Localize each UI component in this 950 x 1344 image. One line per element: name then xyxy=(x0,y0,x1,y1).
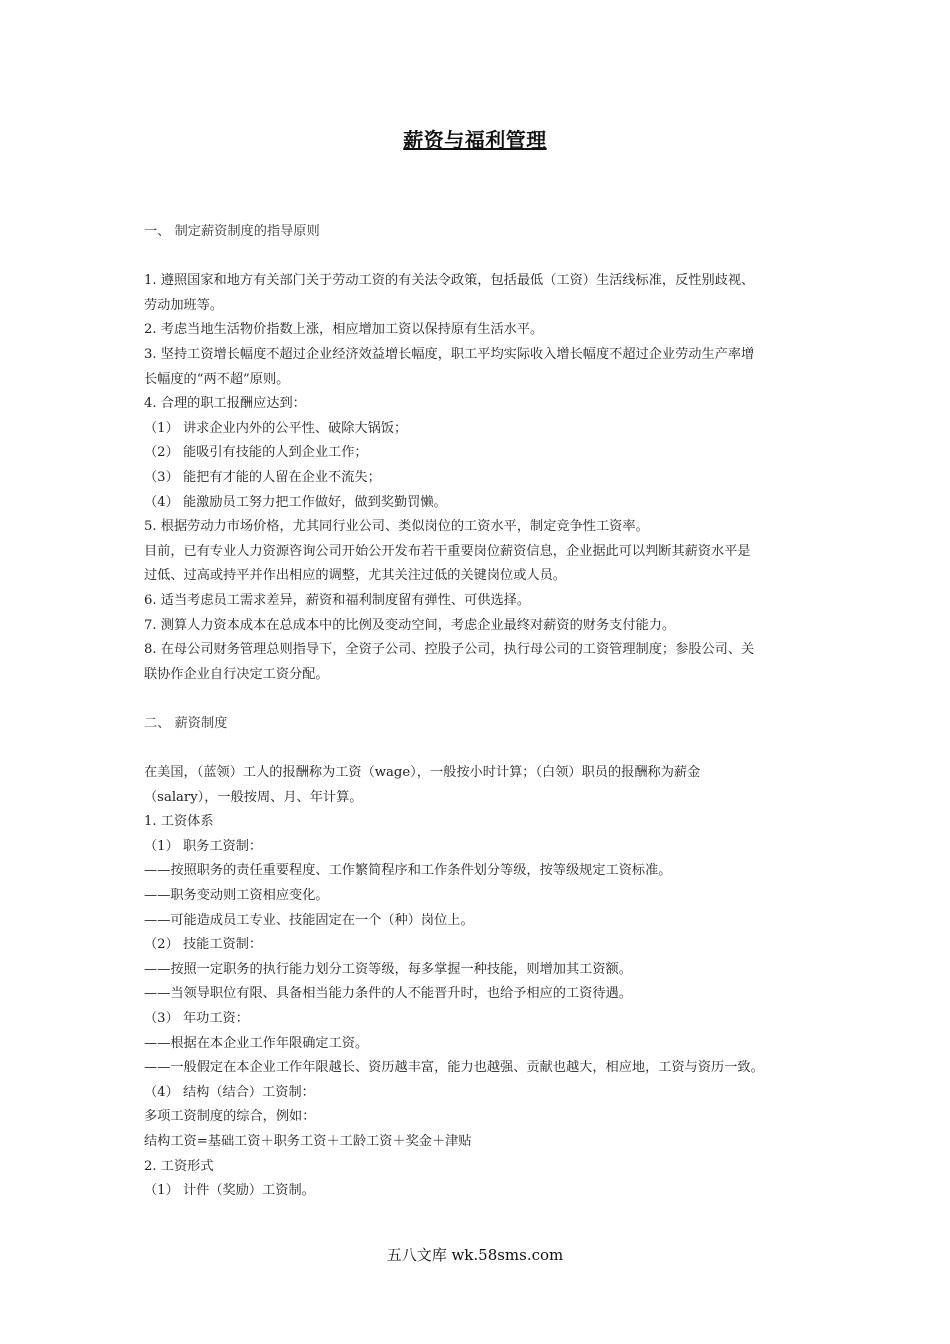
job-wage-heading: （1） 职务工资制： xyxy=(144,838,263,854)
principle-4-item-3: （3） 能把有才能的人留在企业不流失； xyxy=(144,469,381,485)
spacer xyxy=(144,687,824,712)
footer-watermark: 五八文库 wk.58sms.com xyxy=(386,1246,564,1264)
job-wage-point-2: ——职务变动则工资相应变化。 xyxy=(144,888,329,904)
principle-1-line-2: 劳动加班等。 xyxy=(144,297,224,313)
section-heading-principles: 一、 制定薪资制度的指导原则 xyxy=(144,224,320,239)
wage-system-heading: 1. 工资体系 xyxy=(144,814,214,830)
page-title: 薪资与福利管理 xyxy=(403,128,547,152)
structural-wage-heading: （4） 结构（结合）工资制： xyxy=(144,1084,315,1100)
principle-4: 4. 合理的职工报酬应达到： xyxy=(144,396,306,412)
principle-2: 2. 考虑当地生活物价指数上涨，相应增加工资以保持原有生活水平。 xyxy=(144,322,544,338)
salary-intro-line-1: 在美国，（蓝领）工人的报酬称为工资（wage），一般按小时计算；（白领）职员的报酬称为薪金 xyxy=(144,765,701,781)
principle-3-line-2: 长幅度的“两不超”原则。 xyxy=(144,371,290,387)
job-wage-point-1: ——按照职务的责任重要程度、工作繁简程序和工作条件划分等级，按等级规定工资标准。 xyxy=(144,863,672,879)
salary-intro-line-2: （salary），一般按周、月、年计算。 xyxy=(144,789,363,805)
principle-5-note-line-2: 过低、过高或持平并作出相应的调整，尤其关注过低的关键岗位或人员。 xyxy=(144,568,566,584)
principle-4-item-4: （4） 能激励员工努力把工作做好，做到奖勤罚懒。 xyxy=(144,494,447,510)
seniority-wage-heading: （3） 年功工资： xyxy=(144,1011,249,1026)
principle-8-line-2: 联协作企业自行决定工资分配。 xyxy=(144,666,329,682)
wage-form-heading: 2. 工资形式 xyxy=(144,1158,214,1174)
piece-rate-wage: （1） 计件（奖励）工资制。 xyxy=(144,1183,315,1199)
principle-8-line-1: 8. 在母公司财务管理总则指导下，全资子公司、控股子公司，执行母公司的工资管理制度；参股公司、关 xyxy=(144,642,755,658)
section-heading-salary-system: 二、 薪资制度 xyxy=(144,715,228,731)
skill-wage-point-2: ——当领导职位有限、具备相当能力条件的人不能晋升时，也给予相应的工资待遇。 xyxy=(144,986,632,1002)
structural-wage-formula: 结构工资=基础工资＋职务工资＋工龄工资＋奖金＋津贴 xyxy=(144,1133,472,1149)
spacer xyxy=(144,736,824,761)
skill-wage-point-1: ——按照一定职务的执行能力划分工资等级，每多掌握一种技能，则增加其工资额。 xyxy=(144,961,632,977)
principle-4-item-2: （2） 能吸引有技能的人到企业工作； xyxy=(144,445,368,461)
principle-1-line-1: 1. 遵照国家和地方有关部门关于劳动工资的有关法令政策，包括最低（工资）生活线标准，反性别歧视、 xyxy=(144,273,755,289)
principle-3-line-1: 3. 坚持工资增长幅度不超过企业经济效益增长幅度，职工平均实际收入增长幅度不超过企业劳动生产率增 xyxy=(144,346,755,362)
spacer xyxy=(144,245,824,270)
principle-5-note-line-1: 目前，已有专业人力资源咨询公司开始公开发布若干重要岗位薪资信息，企业据此可以判断其薪资水平是 xyxy=(144,543,751,559)
principle-7: 7. 测算人力资本成本在总成本中的比例及变动空间，考虑企业最终对薪资的财务支付能力。 xyxy=(144,617,676,633)
job-wage-point-3: ——可能造成员工专业、技能固定在一个（种）岗位上。 xyxy=(144,912,474,928)
structural-wage-point-1: 多项工资制度的综合，例如： xyxy=(144,1109,316,1125)
principle-5: 5. 根据劳动力市场价格，尤其同行业公司、类似岗位的工资水平，制定竞争性工资率。 xyxy=(144,519,649,535)
document-body xyxy=(144,220,824,1204)
seniority-wage-point-1: ——根据在本企业工作年限确定工资。 xyxy=(144,1035,369,1051)
principle-6: 6. 适当考虑员工需求差异，薪资和福利制度留有弹性、可供选择。 xyxy=(144,592,531,608)
principle-4-item-1: （1） 讲求企业内外的公平性、破除大锅饭； xyxy=(144,420,408,436)
seniority-wage-point-2: ——一般假定在本企业工作年限越长、资历越丰富，能力也越强、贡献也越大，相应地，工资与资历一致。 xyxy=(144,1060,764,1076)
skill-wage-heading: （2） 技能工资制： xyxy=(144,937,263,953)
